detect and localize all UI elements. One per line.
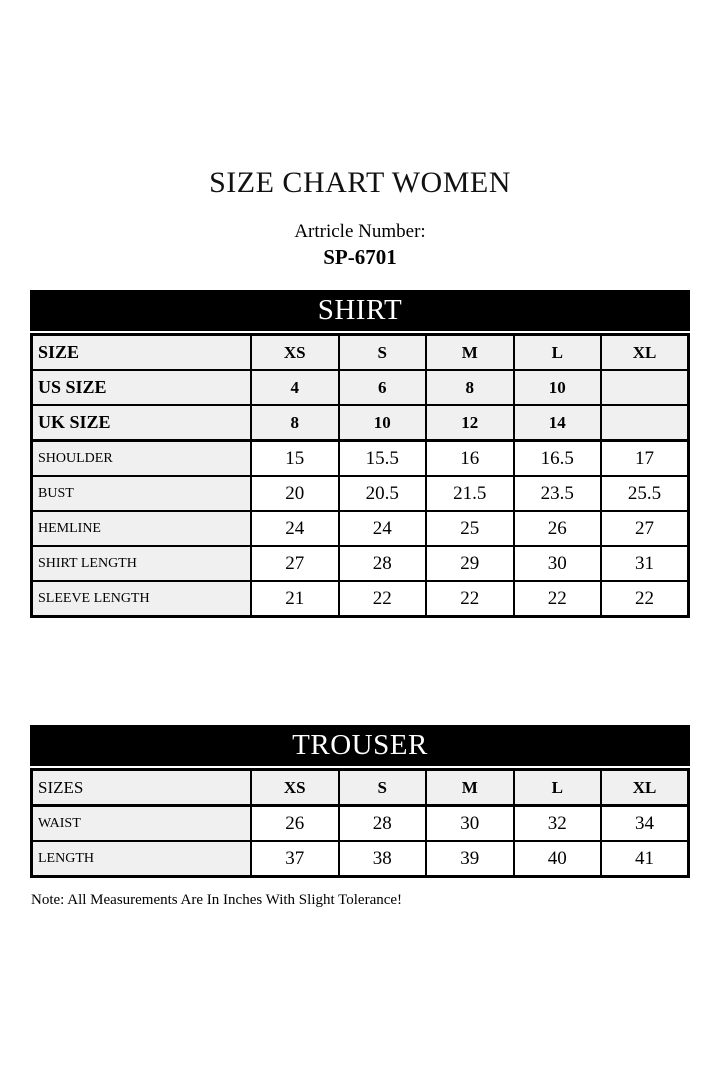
value-cell: 8 — [251, 405, 339, 441]
table-row — [32, 405, 689, 441]
table-row — [32, 546, 689, 581]
measurement-note: Note: All Measurements Are In Inches With Slight Tolerance! — [31, 892, 403, 908]
value-cell: 25.5 — [601, 476, 689, 511]
value-cell: 24 — [251, 511, 339, 546]
row-label-cell: UK SIZE — [32, 405, 252, 441]
table-row — [32, 370, 689, 405]
value-cell: 34 — [601, 806, 689, 842]
value-cell: 38 — [339, 841, 427, 877]
value-cell: 23.5 — [514, 476, 602, 511]
table-row — [32, 581, 689, 617]
value-cell: 29 — [426, 546, 514, 581]
value-cell: S — [339, 335, 427, 371]
value-cell: XL — [601, 335, 689, 371]
trouser-table-title: TROUSER — [30, 725, 690, 766]
value-cell: 31 — [601, 546, 689, 581]
table-row — [32, 806, 689, 842]
value-cell: 40 — [514, 841, 602, 877]
value-cell: 41 — [601, 841, 689, 877]
value-cell: XS — [251, 770, 339, 806]
value-cell: S — [339, 770, 427, 806]
value-cell: 30 — [514, 546, 602, 581]
shirt-size-table-section — [30, 290, 690, 618]
shirt-table-grid — [30, 333, 690, 618]
table-row — [32, 511, 689, 546]
row-label-cell: SHOULDER — [32, 441, 252, 477]
value-cell: XS — [251, 335, 339, 371]
value-cell: M — [426, 770, 514, 806]
row-label-cell: SLEEVE LENGTH — [32, 581, 252, 617]
value-cell: 16 — [426, 441, 514, 477]
value-cell: 27 — [251, 546, 339, 581]
value-cell: 26 — [251, 806, 339, 842]
row-label-cell: SHIRT LENGTH — [32, 546, 252, 581]
value-cell: 32 — [514, 806, 602, 842]
page-title: SIZE CHART WOMEN — [209, 166, 511, 199]
value-cell: 15.5 — [339, 441, 427, 477]
row-label-cell: WAIST — [32, 806, 252, 842]
value-cell: 16.5 — [514, 441, 602, 477]
value-cell: 20 — [251, 476, 339, 511]
value-cell: 10 — [514, 370, 602, 405]
row-label-cell: HEMLINE — [32, 511, 252, 546]
table-row — [32, 841, 689, 877]
table-row — [32, 335, 689, 371]
shirt-table-title: SHIRT — [30, 290, 690, 331]
value-cell: 27 — [601, 511, 689, 546]
value-cell: L — [514, 335, 602, 371]
table-row — [32, 441, 689, 477]
value-cell — [601, 405, 689, 441]
value-cell: 21.5 — [426, 476, 514, 511]
value-cell: 6 — [339, 370, 427, 405]
value-cell: 28 — [339, 546, 427, 581]
value-cell: XL — [601, 770, 689, 806]
row-label-cell: US SIZE — [32, 370, 252, 405]
value-cell: 25 — [426, 511, 514, 546]
value-cell: 20.5 — [339, 476, 427, 511]
value-cell: 22 — [339, 581, 427, 617]
trouser-size-table-section — [30, 725, 690, 878]
value-cell: 8 — [426, 370, 514, 405]
value-cell: 22 — [601, 581, 689, 617]
value-cell: 39 — [426, 841, 514, 877]
value-cell: L — [514, 770, 602, 806]
value-cell: 4 — [251, 370, 339, 405]
value-cell: 15 — [251, 441, 339, 477]
shirt-table-mount — [30, 333, 690, 618]
row-label-cell: SIZE — [32, 335, 252, 371]
value-cell: 17 — [601, 441, 689, 477]
value-cell: 12 — [426, 405, 514, 441]
trouser-table-mount — [30, 768, 690, 878]
value-cell: 22 — [514, 581, 602, 617]
row-label-cell: BUST — [32, 476, 252, 511]
value-cell: 24 — [339, 511, 427, 546]
value-cell: 10 — [339, 405, 427, 441]
article-number-label: Artricle Number: — [294, 221, 426, 242]
trouser-table-grid — [30, 768, 690, 878]
value-cell: 26 — [514, 511, 602, 546]
value-cell: 21 — [251, 581, 339, 617]
value-cell — [601, 370, 689, 405]
value-cell: 37 — [251, 841, 339, 877]
table-row — [32, 770, 689, 806]
value-cell: 30 — [426, 806, 514, 842]
value-cell: 28 — [339, 806, 427, 842]
row-label-cell: SIZES — [32, 770, 252, 806]
article-number-value: SP-6701 — [323, 245, 397, 269]
row-label-cell: LENGTH — [32, 841, 252, 877]
value-cell: 14 — [514, 405, 602, 441]
table-row — [32, 476, 689, 511]
value-cell: 22 — [426, 581, 514, 617]
value-cell: M — [426, 335, 514, 371]
